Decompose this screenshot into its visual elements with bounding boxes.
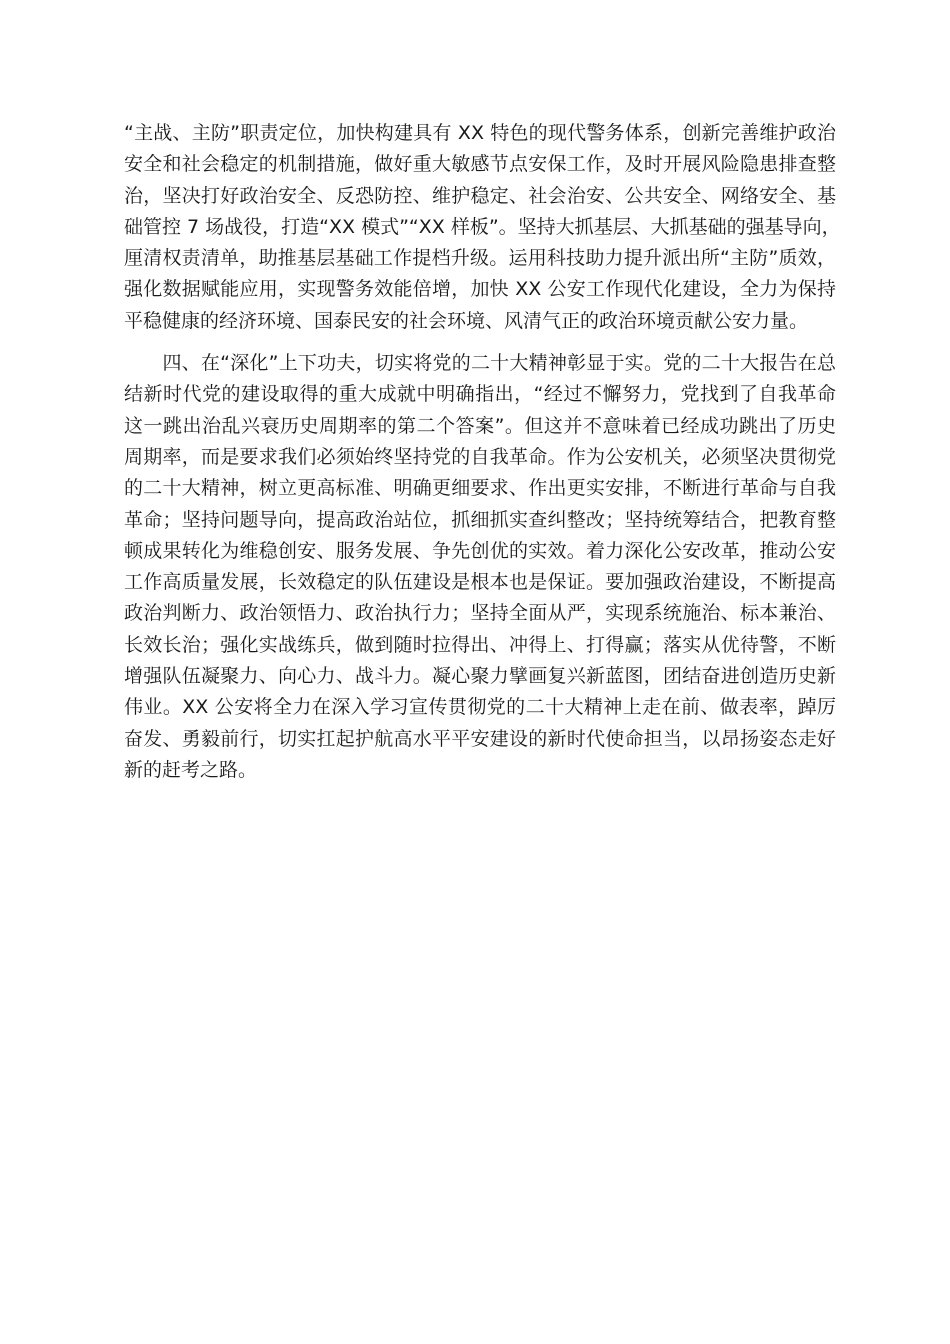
text-line: 结新时代党的建设取得的重大成就中明确指出，“经过不懈努力，党找到了自我革命 [124,383,836,406]
text-line: 周期率，而是要求我们必须始终坚持党的自我革命。作为公安机关，必须坚决贯彻党 [124,445,836,468]
text-line: 厘清权责清单，助推基层基础工作提档升级。运用科技助力提升派出所“主防”质效， [124,247,836,270]
text-line: 新的赶考之路。 [124,758,258,781]
text-line: 础管控 7 场战役，打造“XX 模式”“XX 样板”。坚持大抓基层、大抓基础的强基导向， [124,215,841,238]
text-line: 强化数据赋能应用，实现警务效能倍增，加快 XX 公安工作现代化建设，全力为保持 [124,278,836,301]
paragraph-1 [124,118,841,337]
text-line: 这一跳出治乱兴衰历史周期率的第二个答案”。但这并不意味着已经成功跳出了历史 [124,414,836,437]
text-line: 奋发、勇毅前行，切实扛起护航高水平平安建设的新时代使命担当，以昂扬姿态走好 [124,727,836,750]
text-line: “主战、主防”职责定位，加快构建具有 XX 特色的现代警务体系，创新完善维护政治 [124,122,836,144]
text-line: 政治判断力、政治领悟力、政治执行力；坚持全面从严，实现系统施治、标本兼治、 [124,602,836,625]
text-line: 的二十大精神，树立更高标准、明确更细要求、作出更实安排，不断进行革命与自我 [124,477,836,500]
document-body [124,118,841,797]
text-line: 顿成果转化为维稳创安、服务发展、争先创优的实效。着力深化公安改革，推动公安 [124,539,836,562]
text-line: 工作高质量发展，长效稳定的队伍建设是根本也是保证。要加强政治建设，不断提高 [124,571,836,594]
text-line: 长效长治；强化实战练兵，做到随时拉得出、冲得上、打得赢；落实从优待警，不断 [124,633,836,656]
text-line: 伟业。XX 公安将全力在深入学习宣传贯彻党的二十大精神上走在前、做表率，踔厉 [124,696,836,719]
text-line: 四、在“深化”上下功夫，切实将党的二十大精神彰显于实。党的二十大报告在总 [124,352,836,375]
text-line: 安全和社会稳定的机制措施，做好重大敏感节点安保工作，及时开展风险隐患排查整 [124,153,836,176]
text-line: 增强队伍凝聚力、向心力、战斗力。凝心聚力擘画复兴新蓝图，团结奋进创造历史新 [124,665,836,688]
text-line: 革命；坚持问题导向，提高政治站位，抓细抓实查纠整改；坚持统筹结合，把教育整 [124,508,836,531]
paragraph-2 [124,348,836,786]
text-line: 平稳健康的经济环境、国泰民安的社会环境、风清气正的政治环境贡献公安力量。 [124,309,809,332]
text-line: 治，坚决打好政治安全、反恐防控、维护稳定、社会治安、公共安全、网络安全、基 [124,184,836,207]
